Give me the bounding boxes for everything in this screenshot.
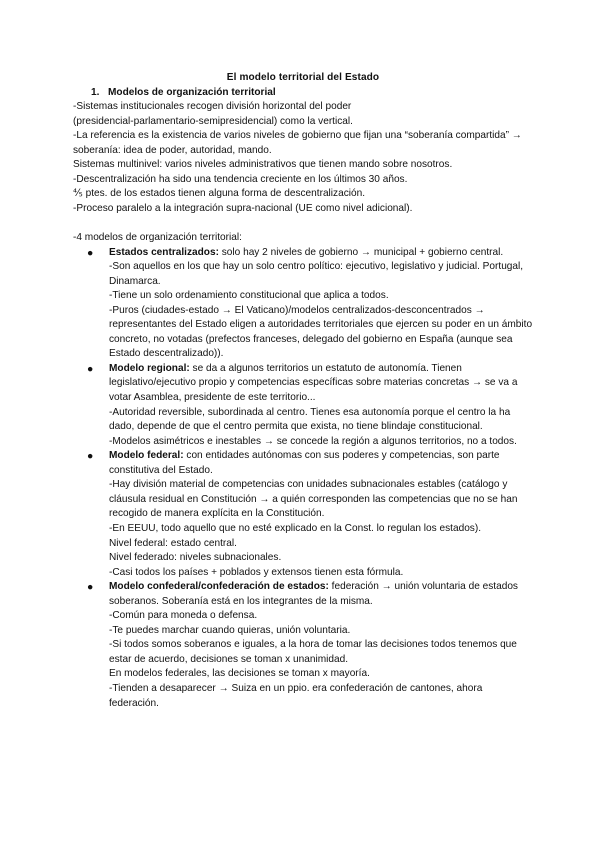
item-line: -Modelos asimétricos e inestables → se concede la región a algunos territorios, no a todos. <box>109 435 517 447</box>
list-item <box>73 246 533 362</box>
item-heading: Modelo regional: <box>109 362 190 374</box>
list-item <box>73 362 533 449</box>
item-line: -Tiene un solo ordenamiento constitucional que aplica a todos. <box>109 290 389 302</box>
bullet-icon: ● <box>87 581 94 594</box>
bullet-icon: ● <box>87 362 94 375</box>
item-line: -Son aquellos en los que hay un solo centro político: ejecutivo, legislativo y judicial. Portugal, Dinamarca. <box>109 261 524 287</box>
item-text: con entidades autónomas con sus poderes y competencias, son parte constitutiva del Estado. <box>109 450 500 476</box>
spacer <box>73 216 533 231</box>
page-title: El modelo territorial del Estado <box>226 72 380 83</box>
list-intro: -4 modelos de organización territorial: <box>73 232 242 244</box>
section-number: 1. <box>91 86 100 98</box>
item-lead <box>109 581 518 607</box>
item-line: Nivel federal: estado central. <box>109 537 237 549</box>
intro-line: ⅘ ptes. de los estados tienen alguna forma de descentralización. <box>73 188 366 200</box>
item-line: -Hay división material de competencias con unidades subnacionales estables (catálogo y cláusula residual en Constitución → a quién corresponden las competencias que no se han recogido de manera explícita en la Constitución. <box>109 479 518 520</box>
item-heading: Estados centralizados: <box>109 246 219 258</box>
section-heading <box>73 86 533 101</box>
item-text: se da a algunos territorios un estatuto de autonomía. Tienen legislativo/ejecutivo propio y competencias específicas sobre materias concretas → se va a votar Asamblea, presidente de este territorio... <box>109 362 518 404</box>
item-line: -Te puedes marchar cuando quieras, unión voluntaria. <box>109 624 351 636</box>
intro-line: -La referencia es la existencia de varios niveles de gobierno que fijan una “soberanía compartida” → soberanía: idea de poder, autoridad, mando. <box>73 130 522 156</box>
intro-line: (presidencial-parlamentario-semipresidencial) como la vertical. <box>73 115 353 127</box>
bullet-icon: ● <box>87 450 94 463</box>
intro-line: -Proceso paralelo a la integración supra-nacional (UE como nivel adicional). <box>73 202 413 214</box>
item-line: -Común para moneda o defensa. <box>109 610 258 622</box>
intro-line: -Descentralización ha sido una tendencia creciente en los últimos 30 años. <box>73 173 408 185</box>
item-heading: Modelo confederal/confederación de estados: <box>109 581 329 593</box>
intro-line: -Sistemas institucionales recogen división horizontal del poder <box>73 101 352 113</box>
item-lead <box>109 363 517 403</box>
models-list <box>73 246 533 712</box>
document-page <box>73 71 533 711</box>
list-item <box>73 580 533 711</box>
item-heading: Modelo federal: <box>109 450 184 462</box>
item-lead <box>109 247 503 258</box>
list-item <box>73 449 533 580</box>
item-line: -Si todos somos soberanos e iguales, a la hora de tomar las decisiones todos tenemos que estar de acuerdo, decisiones se toman x unanimidad. <box>109 639 517 665</box>
bullet-icon: ● <box>87 246 94 259</box>
item-text: federación → unión voluntaria de estados soberanos. Soberanía está en los integrantes de la misma. <box>109 581 518 607</box>
item-line: Nivel federado: niveles subnacionales. <box>109 552 282 564</box>
item-line: -Puros (ciudades-estado → El Vaticano)/modelos centralizados-desconcentrados → representantes del Estado eligen a autoridades territoriales que ejercen su poder en un ámbito concreto, no votadas (prefectos franceses, delegado del gobierno en España (aunque sea Estado descentralizado)). <box>109 304 533 360</box>
item-line: En modelos federales, las decisiones se toman x mayoría. <box>109 668 370 680</box>
item-line: -En EEUU, todo aquello que no esté explicado en la Const. lo regulan los estados). <box>109 522 482 534</box>
item-line: -Casi todos los países + poblados y extensos tienen esta fórmula. <box>109 566 404 578</box>
intro-line: Sistemas multinivel: varios niveles administrativos que tienen mando sobre nosotros. <box>73 159 453 171</box>
item-lead <box>109 450 500 476</box>
section-title: Modelos de organización territorial <box>108 86 276 98</box>
item-line: -Tienden a desaparecer → Suiza en un ppio. era confederación de cantones, ahora federación. <box>109 682 483 709</box>
item-line: -Autoridad reversible, subordinada al centro. Tienes esa autonomía porque el centro la ha dado, depende de que el centro permita que exista, no tiene blindaje constitucional. <box>109 406 511 433</box>
item-text: solo hay 2 niveles de gobierno → municipal + gobierno central. <box>218 246 504 258</box>
